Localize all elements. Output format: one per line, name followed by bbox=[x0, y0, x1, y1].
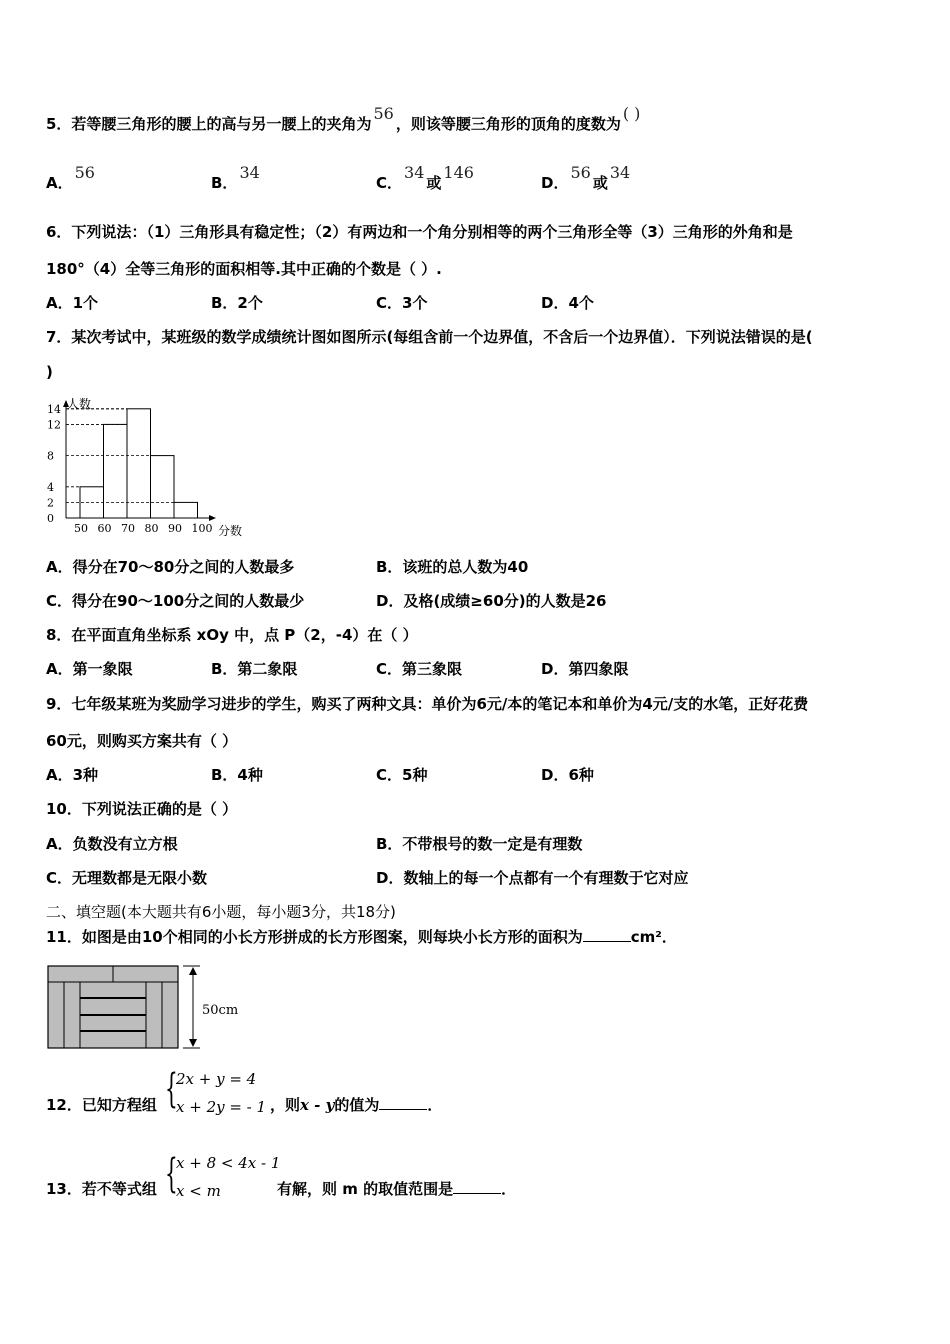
x-tick-label: 70 bbox=[121, 522, 135, 535]
q13-inequality-1: x + 8 < 4x - 1 bbox=[176, 1154, 281, 1172]
x-axis-arrow-icon bbox=[209, 515, 216, 521]
q12-tail: ，则x - y的值为 ． bbox=[270, 1096, 443, 1114]
histogram-y-ticks bbox=[47, 403, 61, 525]
x-tick-label: 80 bbox=[144, 522, 159, 535]
q9-option-d: D．6种 bbox=[541, 766, 594, 784]
q6-option-b: B．2个 bbox=[211, 294, 263, 312]
y-tick-label: 12 bbox=[47, 418, 61, 432]
q13-answer-blank[interactable] bbox=[453, 1179, 501, 1194]
q10-option-a: A．负数没有立方根 bbox=[46, 835, 178, 853]
q5-option-b: B．34 bbox=[211, 163, 260, 192]
q12-equation-2: x + 2y = - 1 bbox=[176, 1098, 267, 1116]
y-tick-label: 0 bbox=[47, 512, 54, 525]
q12-equation-1: 2x + y = 4 bbox=[176, 1070, 257, 1088]
x-tick-label: 90 bbox=[168, 522, 182, 535]
y-tick-label: 2 bbox=[47, 496, 54, 510]
q6-option-d: D．4个 bbox=[541, 294, 594, 312]
figure-height-label: 50cm bbox=[202, 1003, 239, 1018]
q5-stem: 5．若等腰三角形的腰上的高与另一腰上的夹角为56，则该等腰三角形的顶角的度数为( ) bbox=[46, 104, 641, 133]
q12-brace-icon: { bbox=[165, 1066, 178, 1112]
q13-tail: 有解，则 m 的取值范围是 ． bbox=[277, 1180, 517, 1198]
q5-option-c: C．34或146 bbox=[376, 163, 474, 192]
q5-option-a: A．56 bbox=[46, 163, 95, 192]
q13-inequality-2: x < m bbox=[176, 1182, 221, 1200]
q7-stem-line1: 7．某次考试中，某班级的数学成绩统计图如图所示(每组含前一个边界值，不含后一个边界值）．下列说法错误的是( bbox=[46, 328, 813, 346]
histogram-x-axis-label: 分数 bbox=[218, 524, 243, 538]
q8-option-d: D．第四象限 bbox=[541, 660, 629, 678]
histogram-x-ticks bbox=[74, 522, 213, 535]
q6-stem-line1: 6．下列说法：（1）三角形具有稳定性；（2）有两边和一个角分别相等的两个三角形全等（3）三角形的外角和是 bbox=[46, 223, 793, 241]
histogram-bar bbox=[127, 409, 151, 518]
histogram-y-axis-label: 人数 bbox=[67, 397, 92, 411]
q6-stem-line2: 180°（4）全等三角形的面积相等.其中正确的个数是（ ）. bbox=[46, 260, 442, 278]
q5-option-d: D．56或34 bbox=[541, 163, 631, 192]
q9-option-a: A．3种 bbox=[46, 766, 99, 784]
q5-angle: 56 bbox=[373, 104, 394, 123]
y-tick-label: 4 bbox=[47, 480, 54, 494]
q9-option-b: B．4种 bbox=[211, 766, 263, 784]
q9-stem-line1: 9．七年级某班为奖励学习进步的学生，购买了两种文具：单价为6元/本的笔记本和单价为4元/支的水笔，正好花费 bbox=[46, 695, 809, 713]
histogram-bar bbox=[104, 424, 128, 518]
y-tick-label: 14 bbox=[47, 402, 61, 416]
q9-option-c: C．5种 bbox=[376, 766, 428, 784]
x-tick-label: 60 bbox=[97, 522, 112, 535]
q7-option-b: B．该班的总人数为40 bbox=[376, 558, 529, 576]
histogram-bar bbox=[174, 502, 198, 518]
q7-option-c: C．得分在90～100分之间的人数最少 bbox=[46, 592, 305, 610]
section-2-heading: 二、填空题(本大题共有6小题，每小题3分，共18分) bbox=[46, 903, 396, 921]
q9-stem-line2: 60元，则购买方案共有（ ） bbox=[46, 732, 238, 750]
q10-option-d: D．数轴上的每一个点都有一个有理数于它对应 bbox=[376, 869, 689, 887]
q10-option-c: C．无理数都是无限小数 bbox=[46, 869, 208, 887]
q13-brace-icon: { bbox=[165, 1151, 178, 1197]
q8-option-a: A．第一象限 bbox=[46, 660, 133, 678]
q7-option-d: D．及格(成绩≥60分)的人数是26 bbox=[376, 592, 607, 610]
histogram-bars bbox=[66, 409, 198, 518]
score-histogram bbox=[40, 392, 260, 542]
histogram-bar bbox=[151, 456, 175, 518]
q11-answer-blank[interactable] bbox=[583, 927, 631, 942]
q8-option-b: B．第二象限 bbox=[211, 660, 298, 678]
q7-stem-line2: ) bbox=[46, 363, 53, 381]
x-tick-label: 100 bbox=[191, 522, 213, 535]
q10-option-b: B．不带根号的数一定是有理数 bbox=[376, 835, 583, 853]
q10-stem: 10．下列说法正确的是（ ） bbox=[46, 800, 238, 818]
q8-option-c: C．第三象限 bbox=[376, 660, 463, 678]
q6-option-c: C．3个 bbox=[376, 294, 428, 312]
rectangle-pattern-figure bbox=[46, 964, 261, 1050]
q6-option-a: A．1个 bbox=[46, 294, 99, 312]
q11-stem: 11．如图是由10个相同的小长方形拼成的长方形图案，则每块小长方形的面积为 cm²． bbox=[46, 928, 677, 946]
q13-prefix: 13．若不等式组 bbox=[46, 1180, 157, 1198]
q12-prefix: 12．已知方程组 bbox=[46, 1096, 157, 1114]
q12-answer-blank[interactable] bbox=[379, 1095, 427, 1110]
x-tick-label: 50 bbox=[74, 522, 88, 535]
q8-stem: 8．在平面直角坐标系 xOy 中，点 P（2，-4）在（ ） bbox=[46, 626, 418, 644]
q7-option-a: A．得分在70～80分之间的人数最多 bbox=[46, 558, 295, 576]
y-tick-label: 8 bbox=[47, 449, 54, 463]
